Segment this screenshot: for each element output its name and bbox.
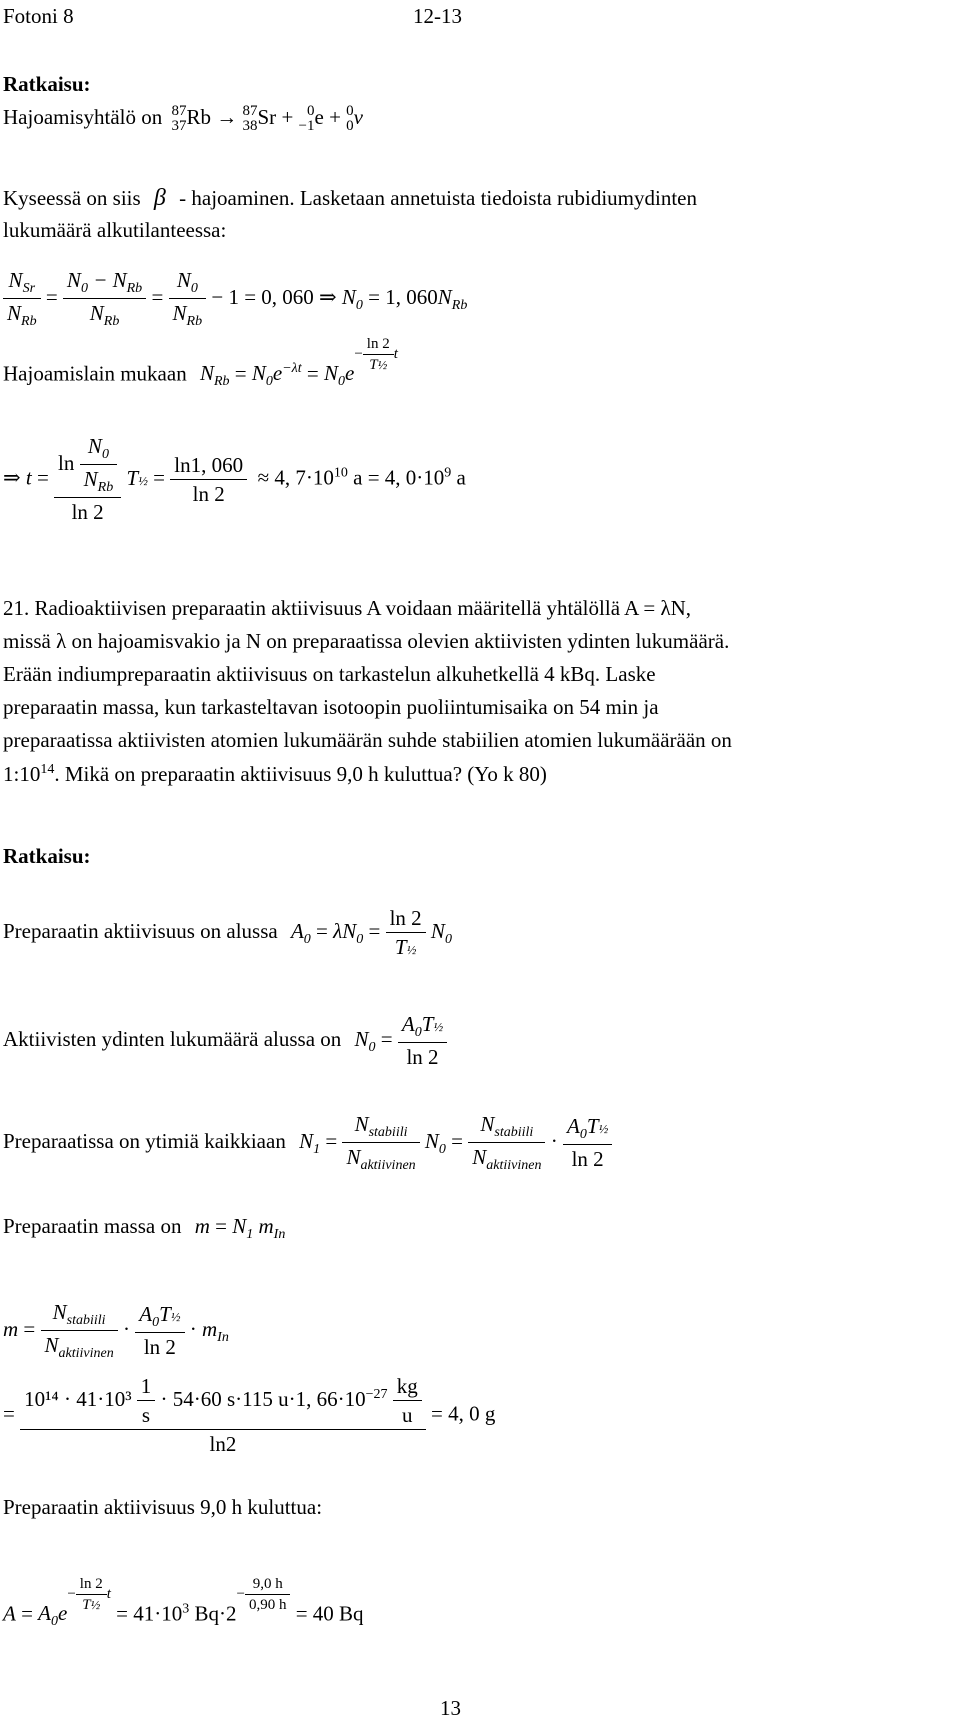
parent-atomic-number: 37	[171, 118, 187, 134]
mass-equation-expanded: m = $\frac{N_{stabiili}}{N_{aktiivinen}}$ · $\frac{A_0T\frac{1}{2}}{\ln 2}$ · $m_{In}$	[3, 1300, 229, 1362]
mass-lead: Preparaatin massa on	[3, 1214, 182, 1238]
electron-charge: −1	[298, 118, 315, 134]
arrow-icon: →	[216, 104, 238, 129]
after-unit: Bq·2	[194, 1601, 237, 1626]
electron-mass-number: 0	[307, 103, 315, 119]
page-number: 13	[440, 1696, 461, 1720]
problem-line1: Radioaktiivisen preparaatin aktiivisuus A voidaan määritellä yhtälöllä A = λN,	[34, 596, 692, 620]
activity-lead: Preparaatin aktiivisuus on alussa	[3, 918, 278, 943]
beta-text-line2: lukumäärä alkutilanteessa:	[3, 218, 227, 242]
implies-arrow-icon-2: ⇒	[3, 465, 21, 490]
ratio-value-2: = 1, 060	[368, 285, 438, 309]
problem-ratio: 1:10	[3, 762, 41, 786]
daughter-mass-number: 87	[242, 103, 258, 119]
problem-line3: Erään indiumpreparaatin aktiivisuus on tarkastelun alkuhetkellä 4 kBq. Laske	[3, 662, 656, 686]
electron-symbol: e	[314, 104, 324, 129]
problem-question: . Mikä on preparaatin aktiivisuus 9,0 h kuluttua? (Yo k 80)	[54, 762, 547, 786]
parent-mass-number: 87	[171, 103, 187, 119]
after-lead: Preparaatin aktiivisuus 9,0 h kuluttua:	[3, 1495, 323, 1519]
decay-law-lead: Hajoamislain mukaan	[3, 361, 187, 386]
time-exp-1: 10	[333, 465, 348, 481]
time-unit-2: a	[456, 465, 466, 490]
calc-denominator: ln2	[209, 1432, 237, 1456]
calc-numerator: 10¹⁴ · 41·10³	[24, 1386, 132, 1411]
after-mid: = 41·10	[116, 1601, 183, 1626]
neutrino-symbol: ν	[353, 104, 363, 129]
calc-unit-kg: kg	[393, 1374, 422, 1401]
mass-equation: Preparaatin massa on $m = N_1$ $m_{In}$	[3, 1214, 286, 1243]
problem-text	[3, 592, 947, 625]
mass-calculation: = 10¹⁴ · 41·10³ $\frac{1}{s}$ · 54·60 s·115 u·1, $66\cdot 10^{-27}$ $\frac{kg}{u}$ ln2 = 4, 0 g	[3, 1374, 496, 1456]
header-right: 12-13	[413, 4, 462, 28]
implies-arrow-icon: ⇒	[319, 285, 337, 309]
calc-mid: · 54·60 s·115 u·1, 66·10	[160, 1386, 366, 1411]
nuclei-lead: Preparaatissa on ytimiä kaikkiaan	[3, 1129, 286, 1153]
decay-equation: Hajoamisyhtälö on 87 37 Rb → 87 38 Sr + 0 −1 e + 0 0 ν	[3, 103, 363, 134]
time-unit-1: a	[353, 465, 363, 490]
time-result-1: 4, 7·10	[274, 465, 334, 490]
ratio-value: = 0, 060	[244, 285, 314, 309]
beta-symbol: β	[153, 185, 166, 211]
parent-symbol: Rb	[186, 104, 211, 129]
after-time-num: 9,0 h	[245, 1576, 291, 1595]
daughter-symbol: Sr	[257, 104, 277, 129]
count-equation: Aktiivisten ydinten lukumäärä alussa on $N_0$ = $\frac{A_0T\frac{1}{2}}{\ln 2}$	[3, 1012, 447, 1070]
calc-exp: −27	[365, 1386, 388, 1402]
after-exp: 3	[182, 1601, 190, 1617]
after-time-den: 0,90 h	[248, 1597, 287, 1613]
beta-text-part1: Kyseessä on siis	[3, 186, 141, 210]
header-left: Fotoni 8	[3, 4, 74, 28]
ratio-equation: $\frac{N_{Sr}}{N_{Rb}}$ = $\frac{N_0 - N_{Rb}}{N_{Rb}}$ = $\frac{N_0}{N_{Rb}}$ − 1 = 0, 060 ⇒ $N_0 = 1$, $060N_{Rb}$	[3, 268, 467, 330]
problem-ratio-exp: 14	[40, 762, 55, 777]
problem-number: 21.	[3, 596, 30, 620]
solution-label-2: Ratkaisu:	[3, 844, 91, 868]
problem-line5: preparaatissa aktiivisten atomien lukumäärän suhde stabiilien atomien lukumäärään on	[3, 728, 732, 752]
problem-line4: preparaatin massa, kun tarkasteltavan isotoopin puoliintumisaika on 54 min ja	[3, 695, 659, 719]
beta-decay-text	[3, 182, 947, 215]
ln-value: ln1, 060	[170, 453, 247, 480]
after-activity-equation: $A = A_0e^{- \frac{\ln 2}{\text{T½}} t} = 41\cdot 10^3$ $Bq\cdot 2^{- \frac{9,0 h}{0,90 h}}$ = 40 Bq	[3, 1576, 364, 1630]
neutrino-mass-number: 0	[346, 103, 354, 119]
after-result: = 40 Bq	[295, 1601, 364, 1626]
count-lead: Aktiivisten ydinten lukumäärä alussa on	[3, 1026, 342, 1051]
neutrino-charge: 0	[346, 118, 354, 134]
calc-unit-u: u	[402, 1403, 413, 1427]
beta-text-part2: - hajoaminen. Lasketaan annetuista tiedoista rubidiumydinten	[179, 186, 697, 210]
activity-equation: Preparaatin aktiivisuus on alussa $A_0 = \lambda N_0$ = $\frac{\ln 2}{\text{T½}}$ $N_0$	[3, 906, 452, 959]
problem-line2: missä λ on hajoamisvakio ja N on preparaatissa olevien aktiivisten ydinten lukumäärä.	[3, 629, 730, 653]
time-result-2: 4, 0·10	[384, 465, 445, 490]
solution-label: Ratkaisu:	[3, 72, 91, 96]
decay-law-equation: Hajoamislain mukaan $N_{Rb} = N_0e^{-\lambda t} = N_0e^{- \frac{\ln 2}{\text{T½}} t}$	[3, 336, 398, 390]
calc-result: = 4, 0 g	[431, 1401, 496, 1426]
daughter-atomic-number: 38	[242, 118, 258, 134]
time-exp-2: 9	[444, 465, 452, 481]
nuclei-equation: Preparaatissa on ytimiä kaikkiaan $N_1$ = $\frac{N_{stabiili}}{N_{aktiivinen}}$ $N_0$ = $\frac{N_{stabiili}}{N_{aktiivinen}}$ · $\frac{A_0T\frac{1}{2}}{\ln 2}$	[3, 1112, 612, 1174]
problem-line6	[3, 762, 547, 787]
decay-lead: Hajoamisyhtälö on	[3, 104, 163, 129]
calc-unit-s: s	[141, 1403, 151, 1427]
time-equation: ⇒ t = ln $\frac{N_0}{N_{Rb}}$ ln 2 T½ = $\frac{\ln 1, 060}{\ln 2}$ ≈ 4, $7\cdot 10^{10}$ a = 4, $0\cdot 10^9$ a	[3, 434, 466, 525]
